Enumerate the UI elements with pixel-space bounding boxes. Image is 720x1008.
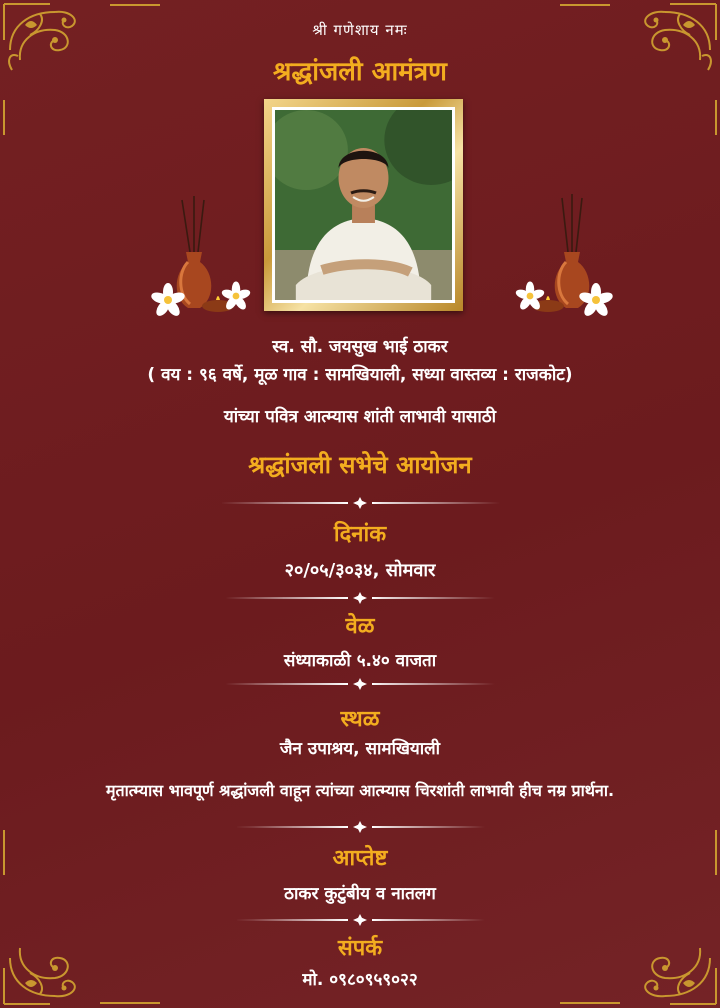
divider-ornament-icon — [0, 496, 720, 510]
contact-value: मो. ०९८०९५९०२२ — [302, 970, 418, 990]
time-value: संध्याकाळी ५.४० वाजता — [283, 651, 437, 671]
family-label: आप्तेष्ट — [332, 846, 388, 871]
border-line — [560, 4, 610, 6]
deceased-name: स्व. सौ. जयसुख भाई ठाकर — [272, 337, 448, 357]
border-line — [715, 100, 717, 135]
incense-pot-icon — [148, 190, 258, 320]
divider-ornament-icon — [0, 591, 720, 605]
time-label: वेळ — [345, 614, 375, 639]
border-line — [3, 100, 5, 135]
border-line — [100, 1002, 160, 1004]
incense-pot-icon — [510, 190, 620, 320]
place-value: जैन उपाश्रय, सामखियाली — [279, 739, 441, 759]
page-title: श्रद्धांजली आमंत्रण — [273, 57, 447, 87]
divider-ornament-icon — [0, 820, 720, 834]
condolence-message: मृतात्म्यास भावपूर्ण श्रद्धांजली वाहून त्यांच्या आत्म्यास चिरशांती लाभावी हीच नम्र प्रार्थना. — [105, 781, 615, 800]
place-label: स्थळ — [340, 707, 380, 732]
deceased-details: ( वय : ९६ वर्षे, मूळ गाव : सामखियाली, सध्या वास्तव्य : राजकोट) — [147, 365, 573, 385]
date-value: २०/०५/३०३४, सोमवार — [284, 560, 436, 581]
photo-frame — [264, 99, 463, 311]
portrait-photo — [275, 110, 452, 300]
divider-ornament-icon — [0, 677, 720, 691]
border-line — [560, 1002, 620, 1004]
family-value: ठाकर कुटुंबीय व नातलग — [284, 884, 436, 904]
divider-ornament-icon — [0, 913, 720, 927]
event-title: श्रद्धांजली सभेचे आयोजन — [248, 451, 472, 479]
invocation: श्री गणेशाय नमः — [312, 21, 408, 39]
prayer-line: यांच्या पवित्र आत्म्यास शांती लाभावी यासाठी — [223, 407, 497, 427]
date-label: दिनांक — [333, 522, 387, 547]
border-line — [110, 4, 160, 6]
contact-label: संपर्क — [337, 936, 383, 961]
